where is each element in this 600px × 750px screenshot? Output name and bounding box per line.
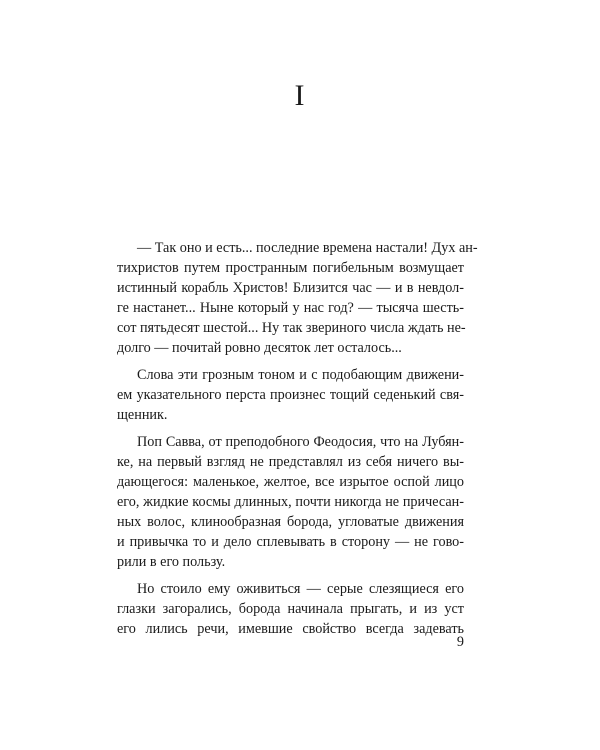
page-number: 9 — [456, 634, 464, 650]
text-line: — Так оно и есть... последние времена настали! Дух ан- — [137, 240, 478, 256]
text-line: сот пятьдесят шестой... Ну так звериного числа ждать не- — [117, 320, 466, 336]
text-line: долго — почитай ровно десяток лет осталось... — [117, 340, 402, 356]
text-line: Но стоило ему оживиться — серые слезящиеся его — [137, 581, 464, 597]
text-line: дающегося: маленькое, желтое, все изрытое оспой лицо — [117, 474, 464, 490]
text-line: Поп Савва, от преподобного Феодосия, что на Лубян- — [137, 434, 464, 450]
text-line: щенник. — [117, 407, 168, 423]
text-line: ге настанет... Ныне который у нас год? — тысяча шесть- — [117, 300, 464, 316]
text-line: ке, на первый взгляд не представлял из себя ничего вы- — [117, 454, 464, 470]
text-line: истинный корабль Христов! Близится час — и в невдол- — [117, 280, 464, 296]
body-text — [117, 238, 478, 639]
paragraph — [117, 365, 464, 425]
paragraph — [117, 432, 464, 572]
paragraph — [117, 238, 478, 358]
text-line: Слова эти грозным тоном и с подобающим движени- — [137, 367, 464, 383]
chapter-number: I — [294, 79, 306, 112]
text-line: ных волос, клинообразная борода, угловатые движения — [117, 514, 464, 530]
paragraph — [117, 579, 464, 639]
text-line: ем указательного перста произнес тощий седенький свя- — [117, 387, 464, 403]
text-line: глазки загорались, борода начинала прыгать, и из уст — [117, 601, 464, 617]
text-line: его, жидкие космы длинных, почти никогда не причесан- — [117, 494, 464, 510]
text-line: его лились речи, имевшие свойство всегда задевать — [117, 621, 464, 637]
text-line: и привычка то и дело сплевывать в сторону — не гово- — [117, 534, 464, 550]
text-line: рили в его пользу. — [117, 554, 226, 570]
text-line: тихристов путем пространным погибельным возмущает — [117, 260, 464, 276]
